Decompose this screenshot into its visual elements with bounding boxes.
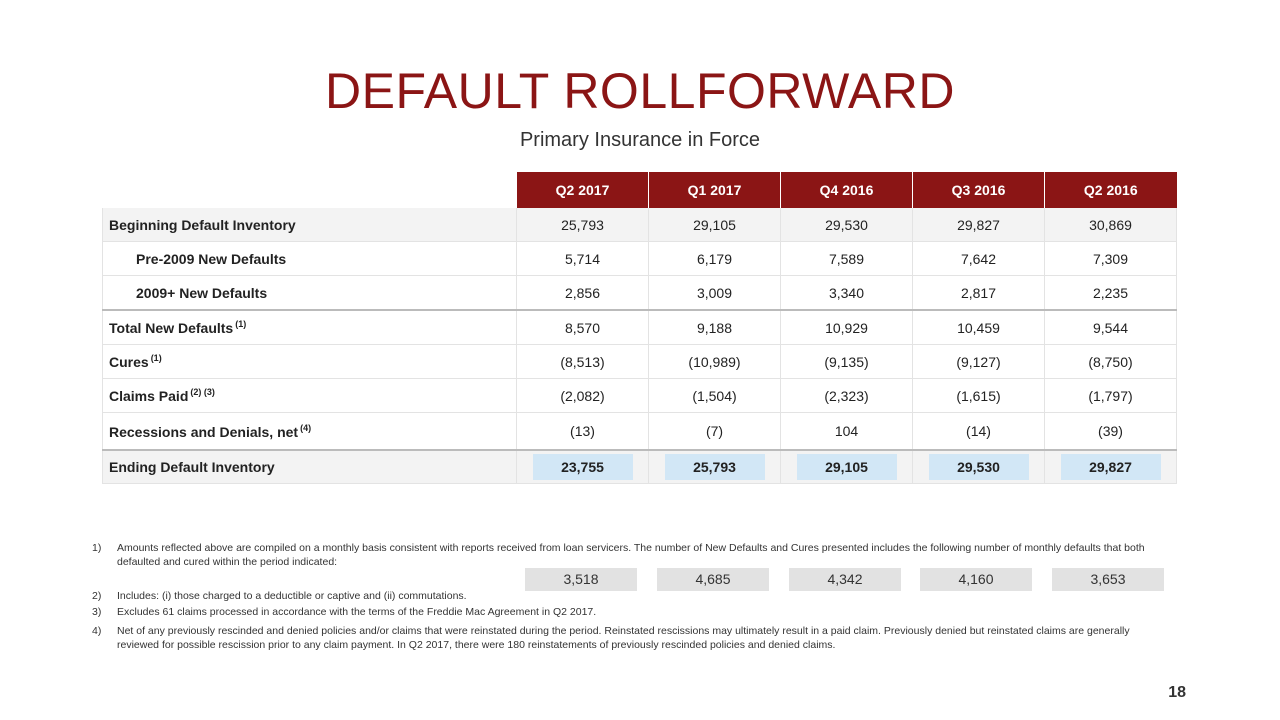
column-header: Q3 2016 [913,172,1045,208]
page-number: 18 [1168,684,1186,701]
cell-value-highlight: 29,827 [1045,450,1177,484]
cell-value: (7) [649,413,781,451]
cell-value: 7,589 [781,242,913,276]
footnote-1-value: 3,518 [525,568,637,591]
table-header-row [103,172,1177,208]
row-label: Ending Default Inventory [103,450,517,484]
cell-value: 25,793 [517,208,649,242]
cell-value: 3,340 [781,276,913,311]
row-label: Total New Defaults $^{(1)}$ [103,310,517,345]
footnote-ref: (2) (3) [190,387,215,397]
cell-value: 2,235 [1045,276,1177,311]
table-row-total-new-defaults [103,310,1177,345]
header-blank [103,172,517,208]
default-rollforward-table [102,172,1177,484]
footnote-1-value: 3,653 [1052,568,1164,591]
footnote-ref: (1) [235,319,247,329]
cell-value: 6,179 [649,242,781,276]
cell-value: 10,459 [913,310,1045,345]
cell-value: 8,570 [517,310,649,345]
cell-value: 30,869 [1045,208,1177,242]
table-row-recessions-denials [103,413,1177,451]
column-header: Q4 2016 [781,172,913,208]
table-row-ending-inventory [103,450,1177,484]
footnote-ref: (1) [150,353,162,363]
cell-value: (8,513) [517,345,649,379]
cell-value: (9,127) [913,345,1045,379]
cell-value: (2,323) [781,379,913,413]
cell-value: (1,504) [649,379,781,413]
footnote-1-value: 4,342 [789,568,901,591]
cell-value: 9,544 [1045,310,1177,345]
table-row-2009-plus-defaults [103,276,1177,311]
footnote-1-value: 4,685 [657,568,769,591]
cell-value: (1,797) [1045,379,1177,413]
cell-value: 5,714 [517,242,649,276]
cell-value: 7,309 [1045,242,1177,276]
cell-value: (1,615) [913,379,1045,413]
cell-value-highlight: 29,105 [781,450,913,484]
cell-value: 9,188 [649,310,781,345]
column-header: Q2 2017 [517,172,649,208]
column-header: Q1 2017 [649,172,781,208]
cell-value: (2,082) [517,379,649,413]
cell-value: 104 [781,413,913,451]
cell-value-highlight: 23,755 [517,450,649,484]
row-label: Pre-2009 New Defaults [103,242,517,276]
cell-value: (39) [1045,413,1177,451]
cell-value: (9,135) [781,345,913,379]
cell-value: 3,009 [649,276,781,311]
row-label: 2009+ New Defaults [103,276,517,311]
row-label: Claims Paid $^{(2) (3)}$ [103,379,517,413]
table-row-pre-2009-defaults [103,242,1177,276]
footnote-4: 4) Net of any previously rescinded and denied policies and/or claims that were reinstated during the period. Reinstated rescissions may ultimately result in a paid claim. Previously denied but reinstated claims are generally reviewed for possible rescission prior to any claim payment. In Q2 2017, there were 180 reinstatements of previously rescinded policies and denied claims. [92,625,1130,651]
footnote-3: 3) Excludes 61 claims processed in accordance with the terms of the Freddie Mac Agreement in Q2 2017. [92,606,597,618]
cell-value: 29,105 [649,208,781,242]
column-header: Q2 2016 [1045,172,1177,208]
table-row-beginning-inventory [103,208,1177,242]
page-subtitle: Primary Insurance in Force [519,129,761,151]
row-label: Beginning Default Inventory [103,208,517,242]
cell-value: 2,856 [517,276,649,311]
footnote-ref: (4) [300,422,312,433]
cell-value: 29,827 [913,208,1045,242]
table-row-cures [103,345,1177,379]
footnote-1-value: 4,160 [920,568,1032,591]
cell-value-highlight: 25,793 [649,450,781,484]
footnote-1: 1) Amounts reflected above are compiled on a monthly basis consistent with reports received from loan servicers. The number of New Defaults and Cures presented includes the following number of monthly defaults that both defaulted and cured within the period indicated: [92,542,1145,568]
cell-value: 29,530 [781,208,913,242]
row-label: Cures $^{(1)}$ [103,345,517,379]
page-title: DEFAULT ROLLFORWARD [325,63,955,119]
cell-value: 2,817 [913,276,1045,311]
row-label: Recessions and Denials, net $^{(4)}$ [103,413,517,451]
cell-value-highlight: 29,530 [913,450,1045,484]
table-row-claims-paid [103,379,1177,413]
cell-value: (8,750) [1045,345,1177,379]
cell-value: 10,929 [781,310,913,345]
footnote-2: 2) Includes: (i) those charged to a deductible or captive and (ii) commutations. [92,590,467,602]
cell-value: 7,642 [913,242,1045,276]
cell-value: (13) [517,413,649,451]
cell-value: (14) [913,413,1045,451]
cell-value: (10,989) [649,345,781,379]
